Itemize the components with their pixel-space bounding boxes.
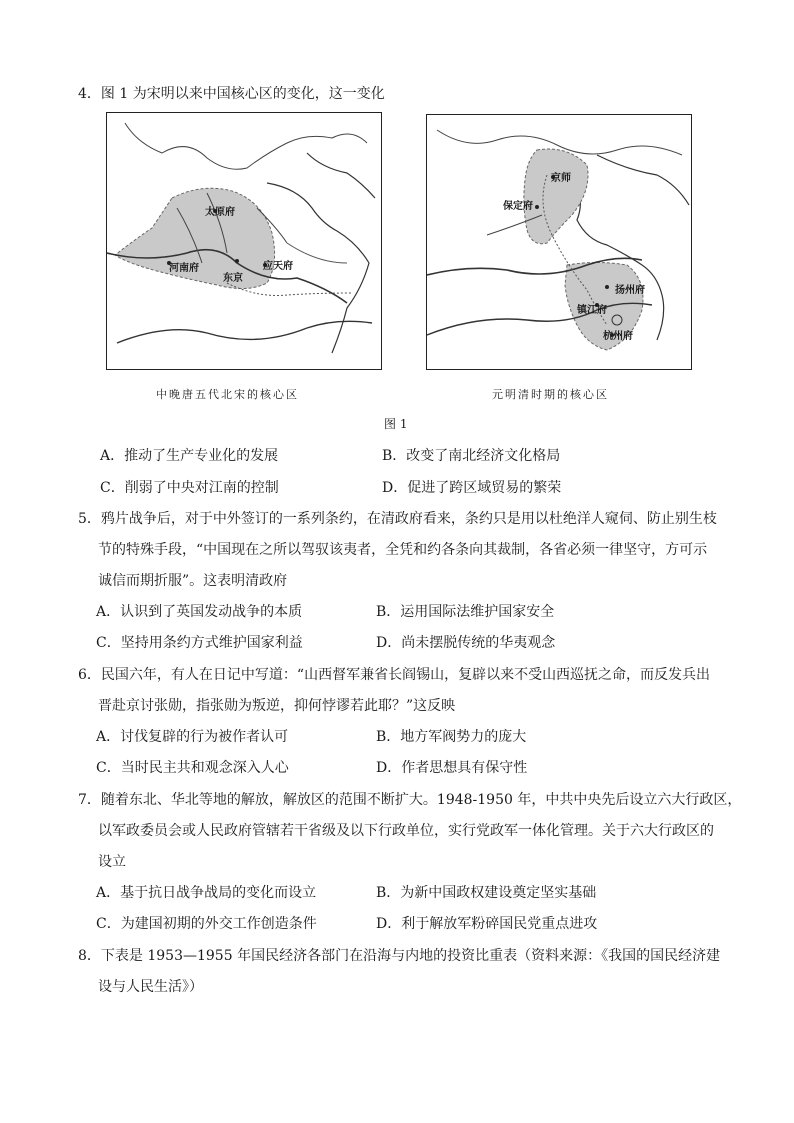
- q4-option-b[interactable]: B．改变了南北经济文化格局: [382, 448, 561, 464]
- q5-option-a[interactable]: A．认识到了英国发动战争的本质: [96, 604, 303, 620]
- map-label-hangzhou: 杭州府: [603, 331, 633, 342]
- q7-option-c[interactable]: C．为建国初期的外交工作创造条件: [96, 916, 317, 932]
- coastline-north: [597, 155, 689, 205]
- question-8-line-2: 设与人民生活》）: [98, 979, 203, 995]
- map-yuan-ming-qing-core: [426, 114, 692, 370]
- map-label-baoding: 保定府: [503, 201, 533, 212]
- question-7-line-2: 以军政委员会或人民政府管辖若干省级及以下行政单位，实行党政军一体化管理。关于六大行政区的: [98, 823, 714, 839]
- question-6-line-2: 晋赴京讨张勋，指张勋为叛逆，抑何悖谬若此耶？”这反映: [98, 698, 456, 714]
- question-7-line-3: 设立: [98, 854, 126, 870]
- coastline-north: [307, 153, 375, 198]
- city-marker-baoding: [535, 205, 539, 209]
- q5-option-b[interactable]: B．运用国际法维护国家安全: [376, 604, 555, 620]
- q6-option-c[interactable]: C．当时民主共和观念深入人心: [96, 760, 289, 776]
- map-label-taiyuan: 太原府: [205, 207, 235, 218]
- yangtze-river: [117, 321, 372, 343]
- boundary-line: [125, 123, 367, 169]
- q7-option-b[interactable]: B．为新中国政权建设奠定坚实基础: [376, 885, 597, 901]
- q6-option-a[interactable]: A．讨伐复辟的行为被作者认可: [96, 729, 289, 745]
- core-region-north-shading: [524, 149, 588, 244]
- figure-label: 图 1: [384, 417, 408, 431]
- map-tang-song-core: [106, 112, 382, 370]
- map-label-yingtian: 应天府: [263, 261, 293, 272]
- map-right-caption: 元明清时期的核心区: [492, 388, 609, 401]
- q5-option-d[interactable]: D．尚未摆脱传统的华夷观念: [376, 635, 556, 651]
- q6-option-b[interactable]: B．地方军阀势力的庞大: [376, 729, 527, 745]
- question-7-line-1: 7．随着东北、华北等地的解放，解放区的范围不断扩大。1948-1950 年，中共中央先后设立六大行政区，: [78, 792, 742, 808]
- question-5-line-1: 5．鸦片战争后，对于中外签订的一系列条约，在清政府看来，条约只是用以杜绝洋人窥伺、防止别生枝: [78, 511, 717, 527]
- question-5-line-2: 节的特殊手段，“中国现在之所以驾驭该夷者，全凭和约各条向其裁制，各省必须一律坚守，方可示: [98, 542, 708, 558]
- city-marker-dongjing: [235, 259, 239, 263]
- q7-option-a[interactable]: A．基于抗日战争战局的变化而设立: [96, 885, 317, 901]
- map-label-yangzhou: 扬州府: [615, 285, 645, 296]
- q5-option-c[interactable]: C．坚持用条约方式维护国家利益: [96, 635, 303, 651]
- question-8-line-1: 8．下表是 1953—1955 年国民经济各部门在沿海与内地的投资比重表（资料来源：《我国的国民经济建: [78, 948, 721, 964]
- map-label-henan: 河南府: [169, 263, 199, 274]
- city-marker-yangzhou: [605, 285, 609, 289]
- question-6-line-1: 6．民国六年，有人在日记中写道：“山西督军兼省长阎锡山，复辟以来不受山西巡抚之命，而反发兵出: [78, 667, 711, 683]
- map-label-zhenjiang: 镇江府: [577, 305, 607, 316]
- river-4: [287, 243, 347, 263]
- q7-option-d[interactable]: D．利于解放军粉碎国民党重点进攻: [376, 916, 598, 932]
- map-yuan-ming-qing-svg: [427, 115, 691, 369]
- map-tang-song-svg: [107, 113, 381, 369]
- q4-option-c[interactable]: C．削弱了中央对江南的控制: [100, 480, 279, 496]
- q4-option-d[interactable]: D．促进了跨区域贸易的繁荣: [382, 480, 562, 496]
- question-4-stem: 4．图 1 为宋明以来中国核心区的变化，这一变化: [78, 86, 385, 102]
- question-5-line-3: 诚信而期折服”。这表明清政府: [98, 573, 288, 589]
- map-label-jingshi: 京师: [551, 173, 571, 184]
- map-label-dongjing: 东京: [223, 273, 243, 284]
- map-left-caption: 中晚唐五代北宋的核心区: [156, 388, 299, 401]
- q4-option-a[interactable]: A．推动了生产专业化的发展: [100, 448, 279, 464]
- q6-option-d[interactable]: D．作者思想具有保守性: [376, 760, 528, 776]
